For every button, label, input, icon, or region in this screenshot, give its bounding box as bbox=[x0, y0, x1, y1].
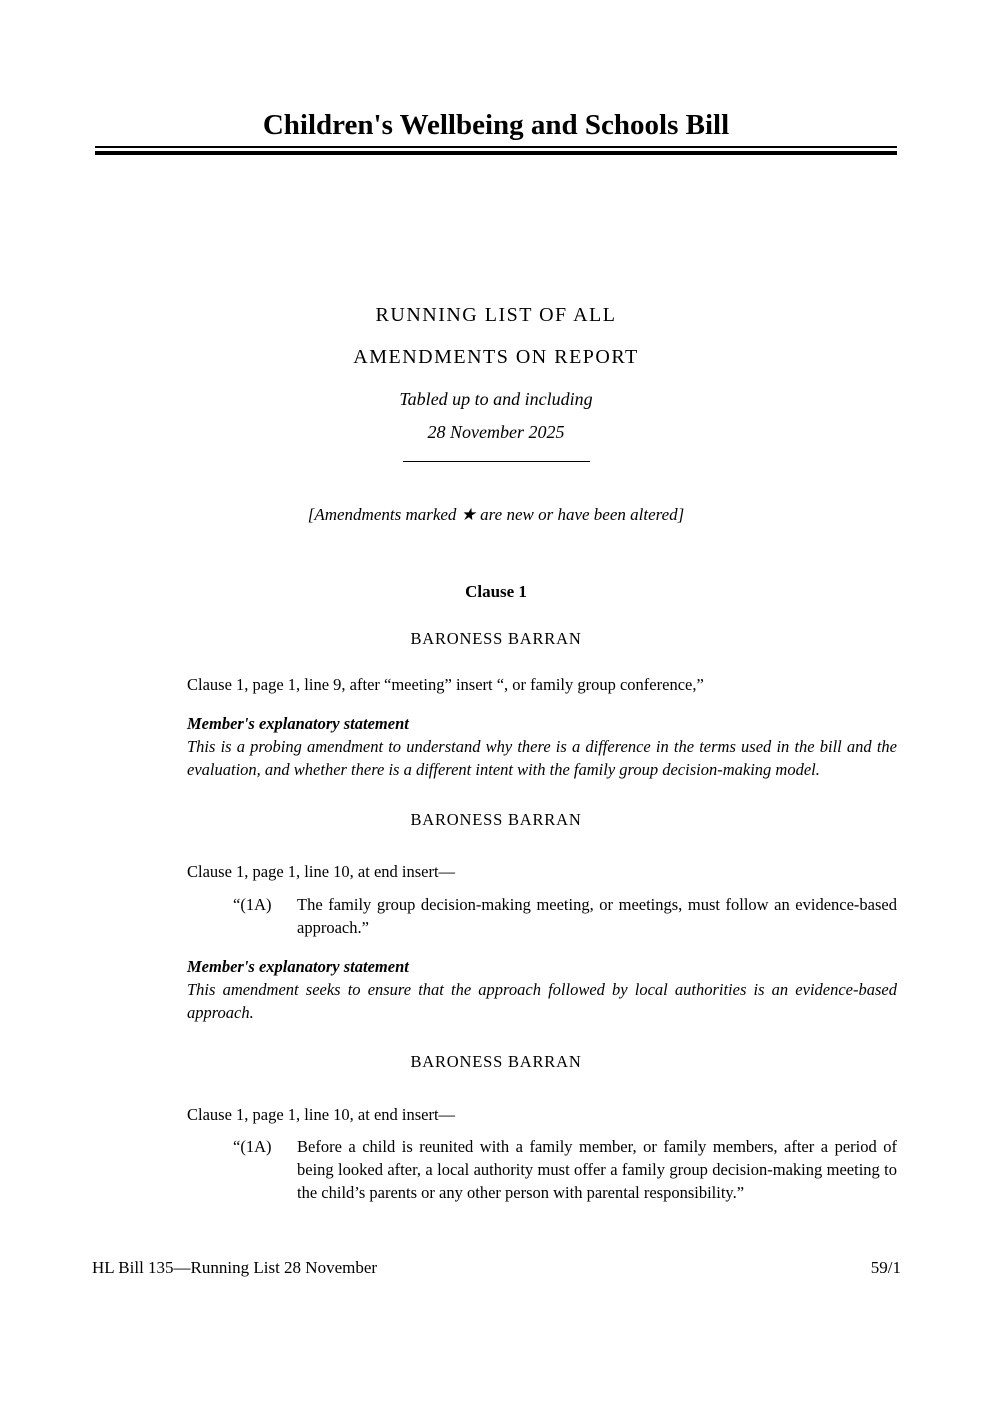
footer-bill-reference: HL Bill 135—Running List 28 November bbox=[92, 1258, 378, 1277]
explanatory-statement-text: This is a probing amendment to understand why there is a difference in the terms used in the bill and the evaluation, and whether there is a different intent with the family group decision-making model. bbox=[187, 737, 897, 779]
sponsor-name: BARONESS BARRAN bbox=[410, 1052, 582, 1071]
amendment-instruction: Clause 1, page 1, line 10, at end insert— bbox=[187, 862, 456, 881]
amendment-3 bbox=[187, 1103, 897, 1204]
subsection-label: “(1A) bbox=[233, 1137, 272, 1156]
subsection-text: Before a child is reunited with a family member, or family members, after a period of being looked after, a local authority must offer a family group decision-making meeting to the child’s parents or any other person with parental responsibility.” bbox=[297, 1137, 897, 1202]
explanatory-statement-heading: Member's explanatory statement bbox=[187, 714, 409, 733]
amendments-on-report-heading: AMENDMENTS ON REPORT bbox=[353, 346, 639, 368]
footer-page-number: 59/1 bbox=[870, 1258, 901, 1277]
bill-title: Children's Wellbeing and Schools Bill bbox=[262, 109, 730, 141]
explanatory-statement-text: This amendment seeks to ensure that the approach followed by local authorities is an evidence-based approach. bbox=[187, 980, 897, 1022]
amendment-1 bbox=[187, 673, 897, 781]
running-list-heading: RUNNING LIST OF ALL bbox=[375, 304, 617, 326]
amendment-instruction: Clause 1, page 1, line 10, at end insert— bbox=[187, 1105, 456, 1124]
amendment-instruction: Clause 1, page 1, line 9, after “meeting” insert “, or family group conference,” bbox=[187, 675, 704, 694]
subsection-label: “(1A) bbox=[233, 895, 272, 914]
explanatory-statement-heading: Member's explanatory statement bbox=[187, 957, 409, 976]
page-footer bbox=[92, 1257, 901, 1279]
amendment-2 bbox=[187, 860, 897, 1024]
subsection-text: The family group decision-making meeting, or meetings, must follow an evidence-based approach.” bbox=[297, 895, 897, 937]
inserted-subsection bbox=[233, 893, 897, 939]
sponsor-name: BARONESS BARRAN bbox=[410, 810, 582, 829]
separator-rule bbox=[403, 461, 590, 462]
title-double-rule bbox=[95, 146, 897, 155]
tabled-date-line: 28 November 2025 bbox=[427, 422, 565, 442]
clause-1-heading: Clause 1 bbox=[465, 582, 527, 601]
amendments-marked-notice: [Amendments marked ★ are new or have been altered] bbox=[307, 505, 685, 524]
sponsor-name: BARONESS BARRAN bbox=[410, 629, 582, 648]
inserted-subsection bbox=[233, 1135, 897, 1204]
tabled-up-to-line: Tabled up to and including bbox=[399, 389, 593, 409]
